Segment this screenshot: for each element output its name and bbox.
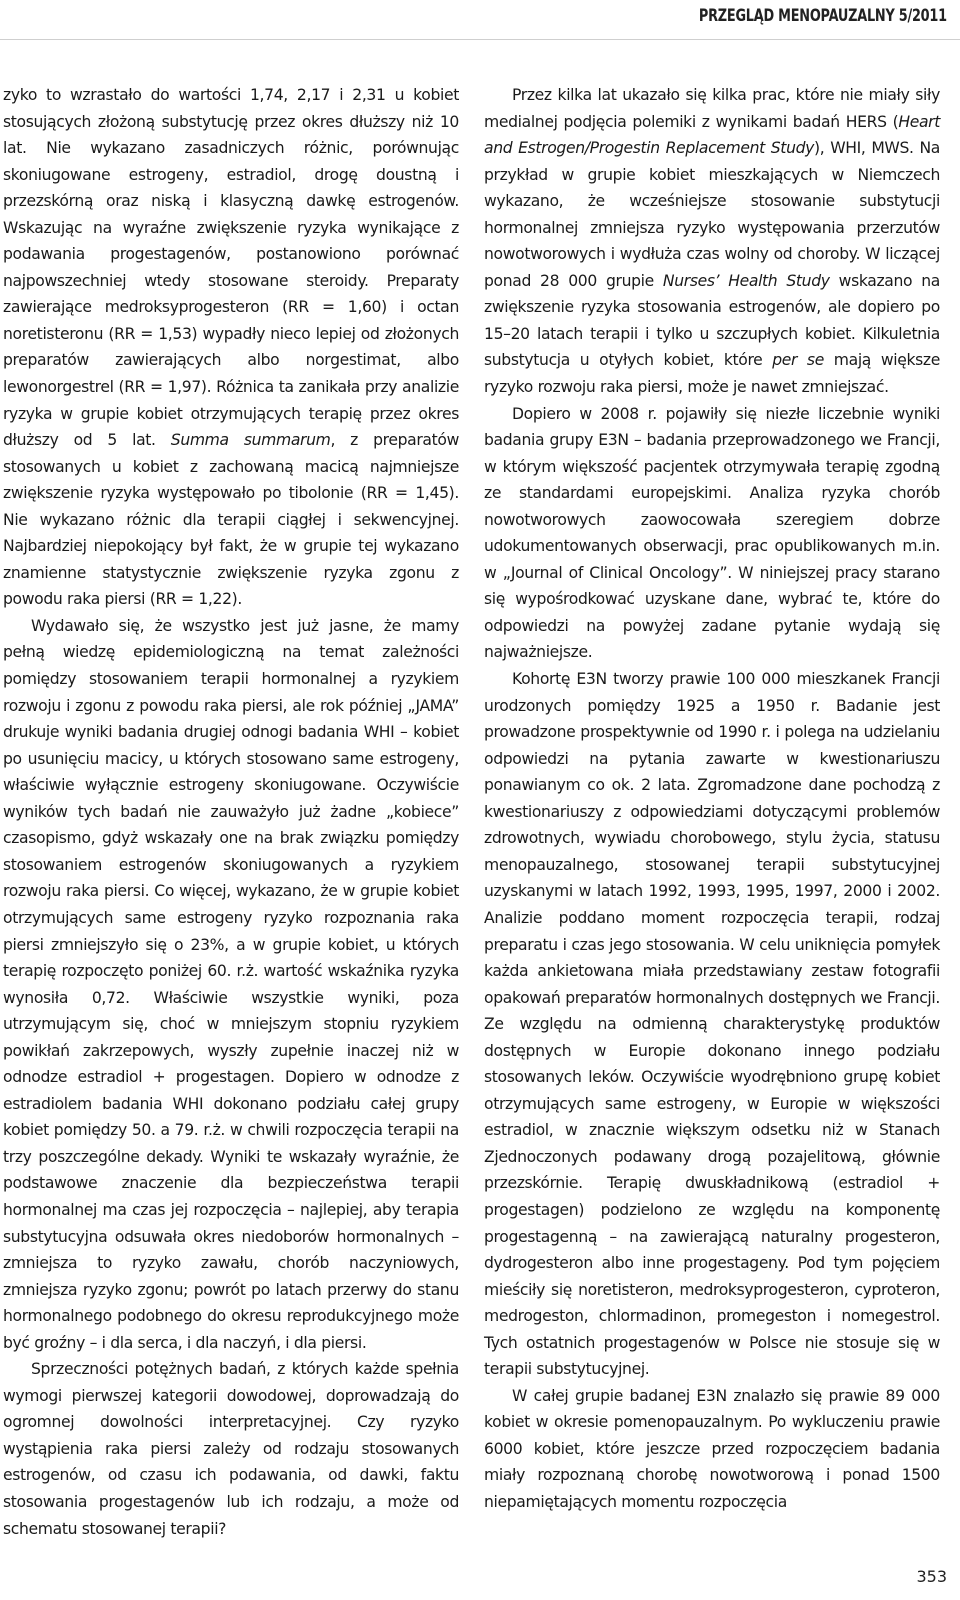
paragraph: [484, 666, 940, 1383]
italic-text: Heart and Estrogen/Progestin Replacement Study: [484, 112, 940, 158]
text-span: Sprzeczności potężnych badań, z których każde spełnia wymogi pierwszej kategorii dowodowej, doprowadzają do ogromnej dowolności interpretacyjnej. Czy ryzyko wystąpienia raka piersi zależy od rodzaju stosowanych estrogenów, od czasu ich podawania, od dawki, faktu stosowania progestagenów lub ich rodzaju, a może od schematu stosowanej terapii?: [3, 1360, 459, 1538]
italic-text: Summa summarum: [170, 431, 331, 450]
paragraph: [3, 613, 459, 1356]
paragraph: [484, 82, 940, 401]
paragraph: [3, 82, 459, 613]
page-header: [0, 0, 960, 40]
text-span: , z preparatów stosowanych u kobiet z zachowaną macicą najmniejsze zwiększenie ryzyka występowało po tibolonie (RR = 1,45). Nie wykazano różnic dla terapii ciągłej i sekwencyjnej. Najbardziej niepokojący był fakt, że w grupie tej wykazano znamienne statystycznie zwiększenie ryzyka zgonu z powodu raka piersi (RR = 1,22).: [3, 431, 460, 609]
left-column: [3, 82, 459, 1542]
text-span: W całej grupie badanej E3N znalazło się prawie 89 000 kobiet w okresie pomenopauzalnym. Po wykluczeniu prawie 6000 kobiet, które jeszcze przed rozpoczęciem badania miały rozpoznaną chorobę nowotworową i ponad 1500 niepamiętających momentu rozpoczęcia: [484, 1386, 940, 1511]
text-span: ), WHI, MWS. Na przykład w grupie kobiet mieszkających w Niemczech wykazano, że wcześniejsze stosowanie substytucji hormonalnej zmniejsza ryzyko występowania przerzutów nowotworowych i wydłuża czas wolny od choroby. W liczącej ponad 28 000 grupie: [484, 139, 940, 290]
right-column: [484, 82, 940, 1516]
text-span: Wydawało się, że wszystko jest już jasne, że mamy pełną wiedzę epidemiologiczną na temat zależności pomiędzy stosowaniem terapii hormonalnej a ryzykiem rozwoju i zgonu z powodu raka piersi, ale rok później „JAMA” drukuje wyniki badania drugiej odnogi badania WHI – kobiet po usunięciu macicy, u których stosowano same estrogeny, właściwie wyłącznie estrogeny skoniugowane. Oczywiście wyników tych badań nie zauważyło już żadne „kobiece” czasopismo, gdyż wskazały one na brak związku pomiędzy stosowaniem estrogenów skoniugowanych a ryzykiem rozwoju raka piersi. Co więcej, wykazano, że w grupie kobiet otrzymujących same estrogeny ryzyko rozpoznania raka piersi zmniejszyło się o 23%, a w grupie kobiet, u których terapię rozpoczęto poniżej 60. r.ż. wartość wskaźnika ryzyka wynosiła 0,72. Właściwie wszystkie wyniki, poza utrzymującym się, choć w mniejszym stopniu ryzykiem powikłań zakrzepowych, wyszły zupełnie inaczej niż w odnodze estradiol + progestagen. Dopiero w odnodze z estradiolem badania WHI dokonano podziału całej grupy kobiet pomiędzy 50. a 79. r.ż. w chwili rozpoczęcia terapii na trzy poszczególne dekady. Wyniki te wskazały wyraźnie, że podstawowe znaczenie dla bezpieczeństwa terapii hormonalnej ma czas jej rozpoczęcia – najlepiej, aby terapia substytucyjna odsuwała okres niedoborów hormonalnych – zmniejsza to ryzyko zawału, chorób naczyniowych, zmniejsza ryzyko zgonu; powrót po latach przerwy do stanu hormonalnego podobnego do okresu reprodukcyjnego może być groźny – i dla serca, i dla naczyń, i dla piersi.: [3, 616, 459, 1352]
page-number: 353: [916, 1567, 947, 1586]
text-span: wskazano na zwiększenie ryzyka stosowania estrogenów, ale dopiero po 15–20 latach terapii i tylko u szczupłych kobiet. Kilkuletnia substytucja u otyłych kobiet, które: [484, 271, 940, 370]
italic-text: per se: [772, 351, 824, 370]
paragraph: [484, 1383, 940, 1516]
italic-text: Nurses’ Health Study: [662, 271, 830, 290]
text-span: Dopiero w 2008 r. pojawiły się niezłe liczebnie wyniki badania grupy E3N – badania przeprowadzonego we Francji, w którym większość pacjentek otrzymywała terapię zgodną ze standardami europejskimi. Analiza ryzyka chorób nowotworowych zaowocowała szeregiem dobrze udokumentowanych obserwacji, prac opublikowanych m.in. w „Journal of Clinical Oncology”. W niniejszej pracy starano się wypośrodkować uzyskane dane, wybrać te, które do odpowiedzi na powyżej zadane pytanie wydają się najważniejsze.: [484, 404, 940, 662]
text-span: mają większe ryzyko rozwoju raka piersi, może je nawet zmniejszać.: [484, 351, 940, 397]
paragraph: [3, 1356, 459, 1542]
text-span: zyko to wzrastało do wartości 1,74, 2,17 i 2,31 u kobiet stosujących złożoną substytucję przez okres dłuższy niż 10 lat. Nie wykazano zasadniczych różnic, porównując skoniugowane estrogeny, estradiol, drogę doustną i przezskórną oraz niską i klasyczną dawkę estrogenów. Wskazując na wyraźne zwiększenie ryzyka wynikające z podawania progestagenów, postanowiono porównać najpowszechniej wtedy stosowane steroidy. Preparaty zawierające medroksyprogesteron (RR = 1,60) i octan noretisteronu (RR = 1,53) wypadły nieco lepiej od złożonych preparatów zawierających albo norgestimat, albo lewonorgestrel (RR = 1,97). Różnica ta zanikała przy analizie ryzyka w grupie kobiet otrzymujących terapię przez okres dłuższy od 5 lat.: [3, 86, 459, 450]
paragraph: [484, 401, 940, 666]
journal-title: PRZEGLĄD MENOPAUZALNY 5/2011: [699, 6, 947, 25]
text-span: Kohortę E3N tworzy prawie 100 000 mieszkanek Francji urodzonych pomiędzy 1925 a 1950 r. Badanie jest prowadzone prospektywnie od 1990 r. i polega na udzielaniu odpowiedzi na pytania zawarte w kwestionariuszu ponawianym co ok. 2 lata. Zgromadzone dane pochodzą z kwestionariuszy z odpowiedziami dotyczącymi problemów zdrowotnych, wywiadu chorobowego, stylu życia, statusu menopauzalnego, stosowanej terapii substytucyjnej uzyskanymi w latach 1992, 1993, 1995, 1997, 2000 i 2002. Analizie poddano moment rozpoczęcia terapii, rodzaj preparatu i czas jego stosowania. W celu uniknięcia pomyłek każda ankietowana miała przedstawiany zestaw fotografii opakowań preparatów hormonalnych dostępnych we Francji. Ze względu na odmienną charakterystykę produktów dostępnych w Europie dokonano innego podziału stosowanych leków. Oczywiście wyodrębniono grupę kobiet otrzymujących same estrogeny, w Europie w większości estradiol, w znacznie większym odsetku niż w Stanach Zjednoczonych podawany drogą pozajelitową, głównie przezskórnie. Terapię dwuskładnikową (estradiol + progestagen) podzielono ze względu na komponentę progestagenną – na zawierającą naturalny progesteron, dydrogesteron albo inne progestageny. Pod tym pojęciem mieściły się noretisteron, medroksyprogesteron, cyproteron, medrogeston, chlormadinon, promegeston i nomegestrol. Tych ostatnich progestagenów w Polsce nie stosuje się w terapii substytucyjnej.: [484, 670, 940, 1379]
text-span: Przez kilka lat ukazało się kilka prac, które nie miały siły medialnej podjęcia polemiki z wynikami badań HERS (: [484, 86, 940, 131]
